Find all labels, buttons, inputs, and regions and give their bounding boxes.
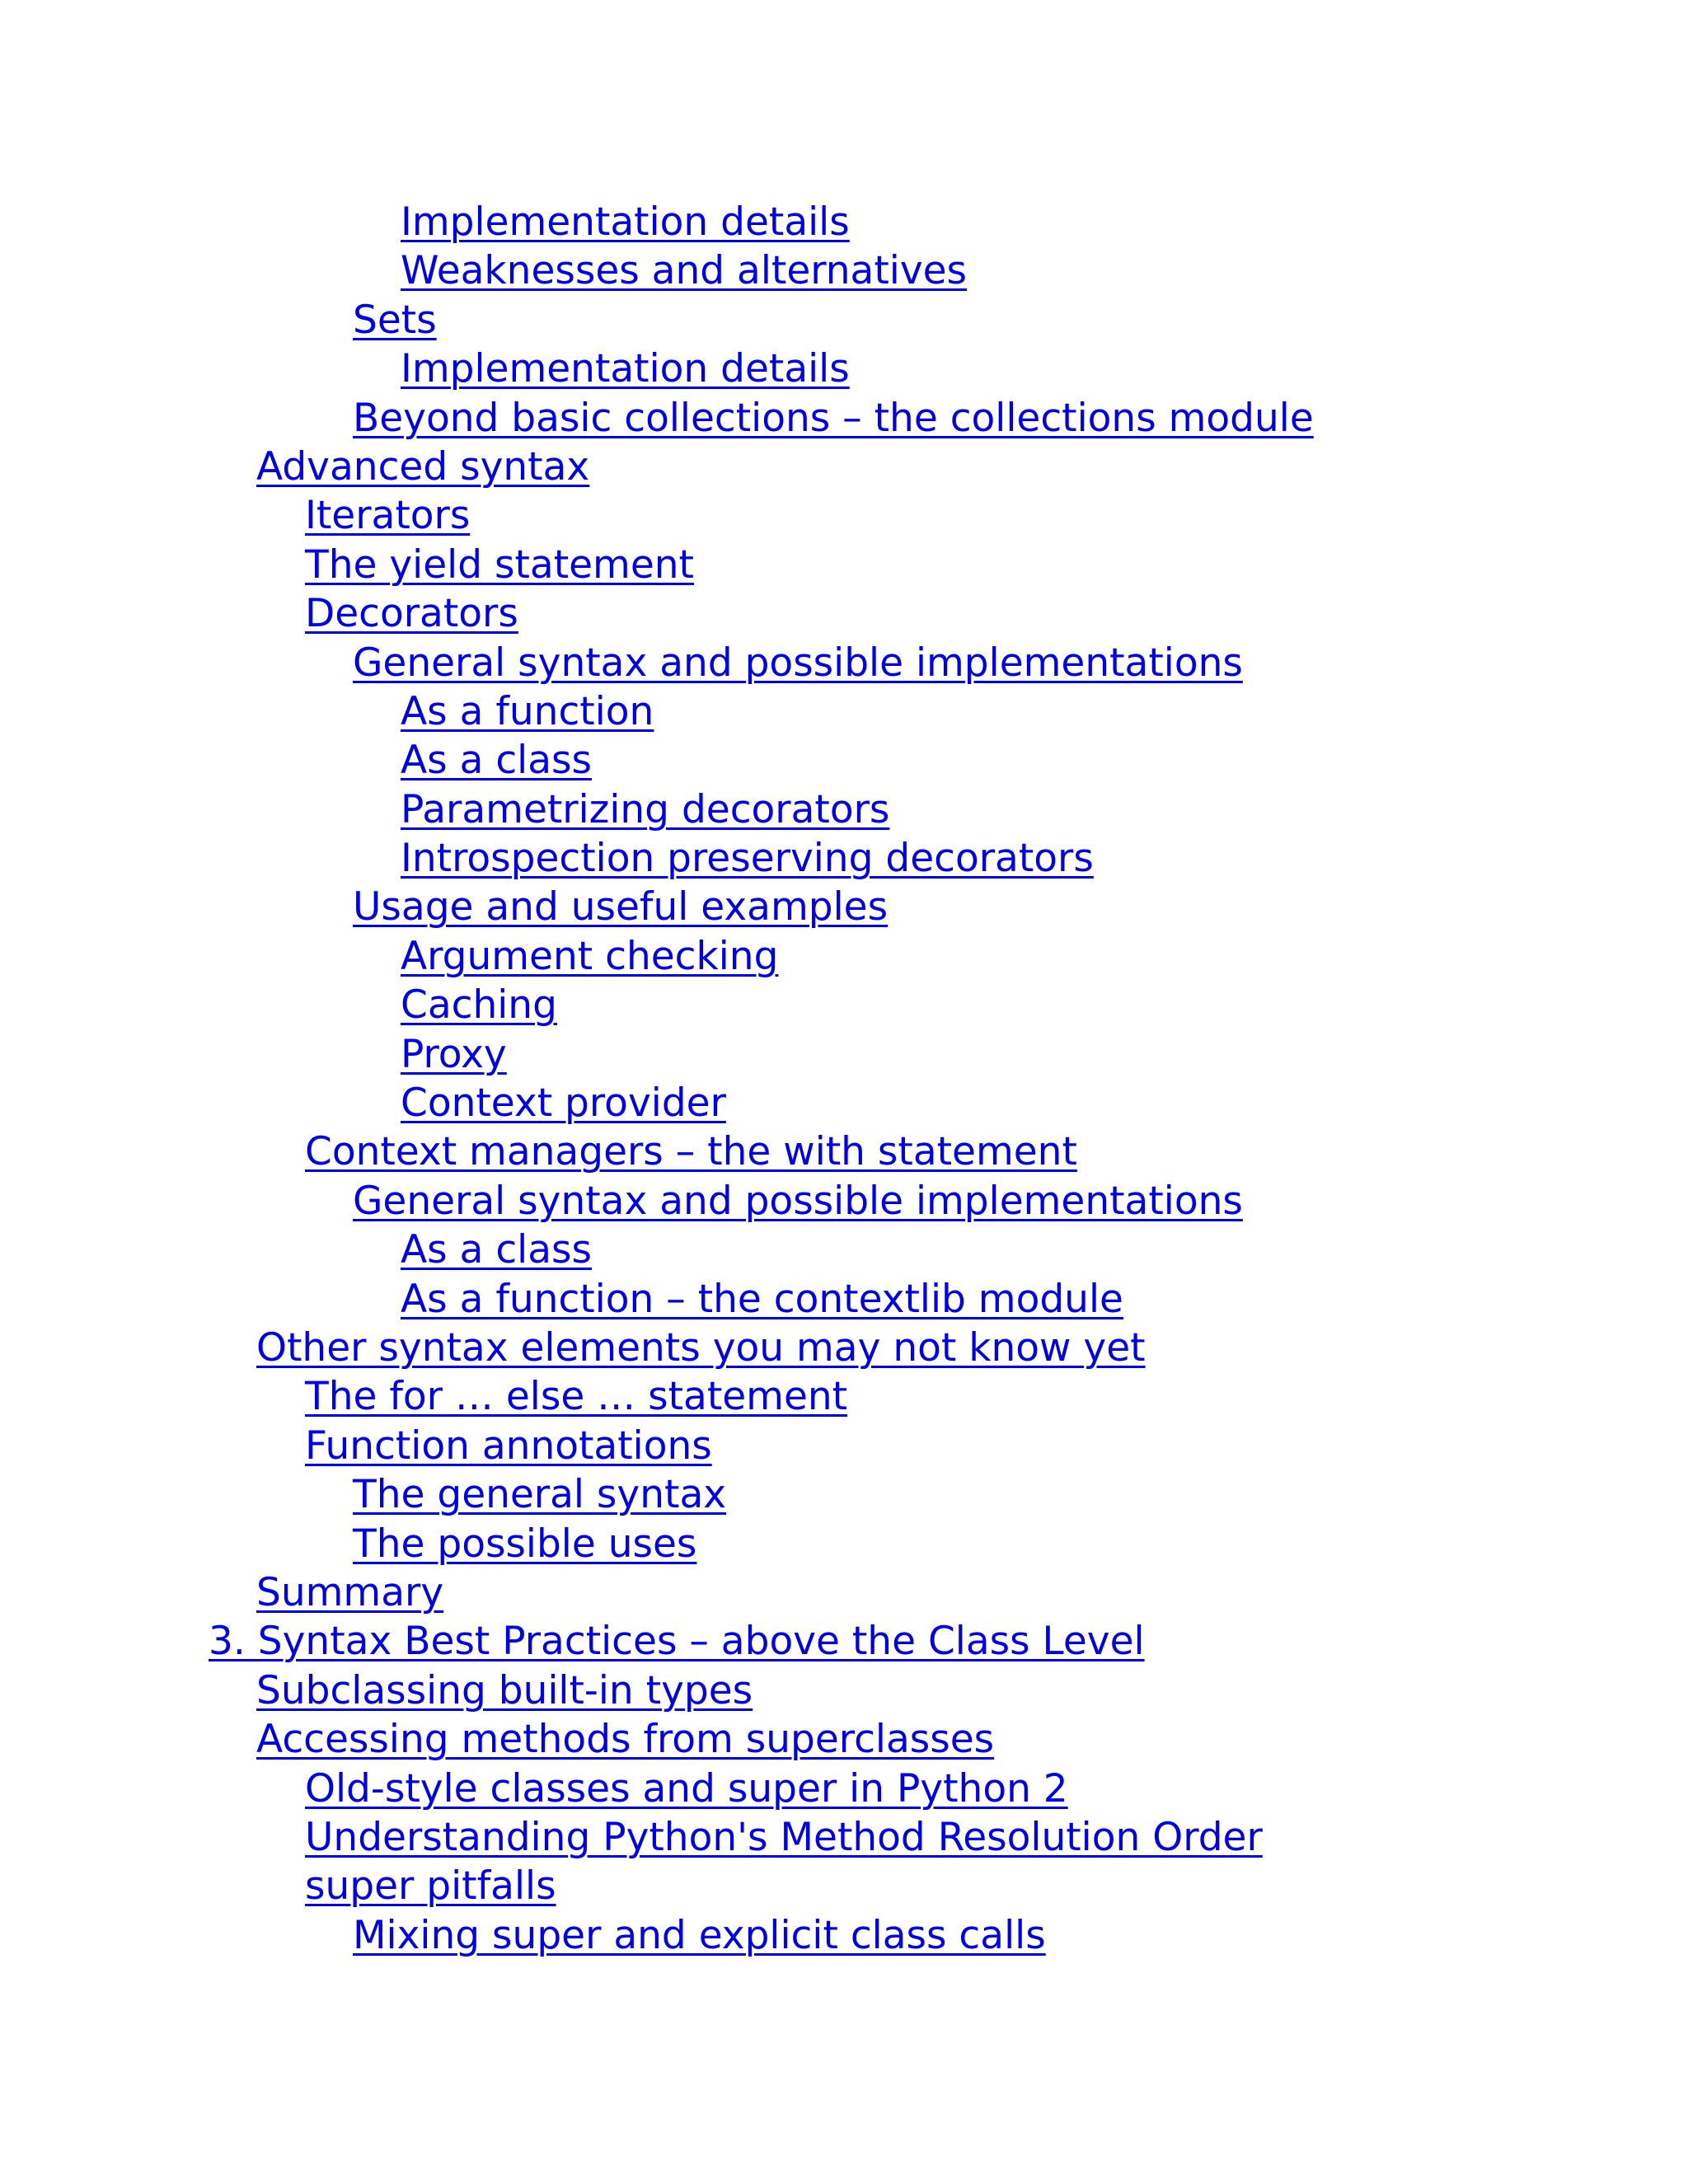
- toc-entry: [0, 394, 1688, 443]
- toc-link[interactable]: Beyond basic collections – the collections module: [353, 395, 1314, 441]
- toc-entry: [0, 1568, 1688, 1617]
- toc-link[interactable]: Sets: [353, 297, 437, 343]
- toc-entry: [0, 1715, 1688, 1764]
- toc-entry: [0, 736, 1688, 785]
- toc-link[interactable]: 3. Syntax Best Practices – above the Class Level: [209, 1619, 1145, 1665]
- toc-entry: [0, 981, 1688, 1029]
- toc-link[interactable]: Mixing super and explicit class calls: [353, 1912, 1046, 1958]
- toc-entry: [0, 344, 1688, 393]
- toc-entry: [0, 443, 1688, 491]
- table-of-contents: [0, 198, 1688, 1960]
- toc-entry: [0, 296, 1688, 344]
- toc-link[interactable]: Implementation details: [401, 199, 850, 245]
- toc-link[interactable]: The yield statement: [305, 541, 694, 588]
- toc-entry: [0, 1177, 1688, 1226]
- toc-entry: [0, 589, 1688, 638]
- toc-link[interactable]: Understanding Python's Method Resolution Order: [305, 1814, 1263, 1860]
- toc-entry: [0, 246, 1688, 295]
- toc-link[interactable]: The general syntax: [353, 1472, 727, 1518]
- toc-link[interactable]: super pitfalls: [305, 1863, 556, 1910]
- toc-entry: [0, 1813, 1688, 1862]
- toc-link[interactable]: Context managers – the with statement: [305, 1129, 1077, 1175]
- toc-entry: [0, 1226, 1688, 1274]
- toc-link[interactable]: Argument checking: [401, 933, 779, 979]
- toc-entry: [0, 1372, 1688, 1421]
- toc-link[interactable]: Function annotations: [305, 1422, 712, 1469]
- toc-entry: [0, 541, 1688, 589]
- toc-entry: [0, 1324, 1688, 1372]
- toc-entry: [0, 1765, 1688, 1813]
- toc-entry: [0, 1422, 1688, 1470]
- toc-link[interactable]: As a function: [401, 688, 654, 734]
- toc-entry: [0, 932, 1688, 981]
- toc-entry: [0, 1862, 1688, 1910]
- toc-entry: [0, 198, 1688, 246]
- toc-link[interactable]: Implementation details: [401, 346, 850, 392]
- toc-link[interactable]: As a class: [401, 738, 592, 784]
- toc-link[interactable]: Proxy: [401, 1031, 507, 1077]
- toc-entry: [0, 1911, 1688, 1960]
- toc-link[interactable]: The for … else … statement: [305, 1374, 848, 1420]
- toc-entry: [0, 1617, 1688, 1666]
- toc-link[interactable]: Summary: [256, 1569, 444, 1615]
- toc-link[interactable]: The possible uses: [353, 1521, 697, 1567]
- toc-link[interactable]: Advanced syntax: [256, 443, 590, 490]
- toc-link[interactable]: Old-style classes and super in Python 2: [305, 1765, 1068, 1811]
- toc-entry: [0, 1127, 1688, 1176]
- toc-entry: [0, 834, 1688, 883]
- toc-entry: [0, 1079, 1688, 1127]
- toc-entry: [0, 883, 1688, 931]
- toc-link[interactable]: Caching: [401, 982, 557, 1029]
- toc-link[interactable]: General syntax and possible implementations: [353, 1178, 1243, 1224]
- toc-link[interactable]: Subclassing built-in types: [256, 1667, 753, 1713]
- toc-link[interactable]: Other syntax elements you may not know yet: [256, 1324, 1146, 1371]
- toc-entry: [0, 1275, 1688, 1324]
- toc-link[interactable]: Introspection preserving decorators: [401, 836, 1094, 882]
- toc-link[interactable]: As a class: [401, 1227, 592, 1273]
- toc-entry: [0, 1470, 1688, 1519]
- toc-entry: [0, 1030, 1688, 1079]
- toc-entry: [0, 491, 1688, 540]
- toc-entry: [0, 785, 1688, 834]
- toc-link[interactable]: Usage and useful examples: [353, 884, 889, 930]
- toc-link[interactable]: General syntax and possible implementations: [353, 640, 1243, 686]
- toc-link[interactable]: Weaknesses and alternatives: [401, 248, 968, 294]
- toc-link[interactable]: Accessing methods from superclasses: [256, 1717, 995, 1763]
- toc-link[interactable]: Decorators: [305, 591, 518, 637]
- toc-entry: [0, 639, 1688, 687]
- toc-entry: [0, 1666, 1688, 1715]
- toc-link[interactable]: Parametrizing decorators: [401, 786, 890, 832]
- toc-entry: [0, 1520, 1688, 1568]
- toc-entry: [0, 687, 1688, 736]
- toc-link[interactable]: As a function – the contextlib module: [401, 1276, 1123, 1322]
- toc-link[interactable]: Iterators: [305, 493, 471, 539]
- toc-link[interactable]: Context provider: [401, 1080, 726, 1127]
